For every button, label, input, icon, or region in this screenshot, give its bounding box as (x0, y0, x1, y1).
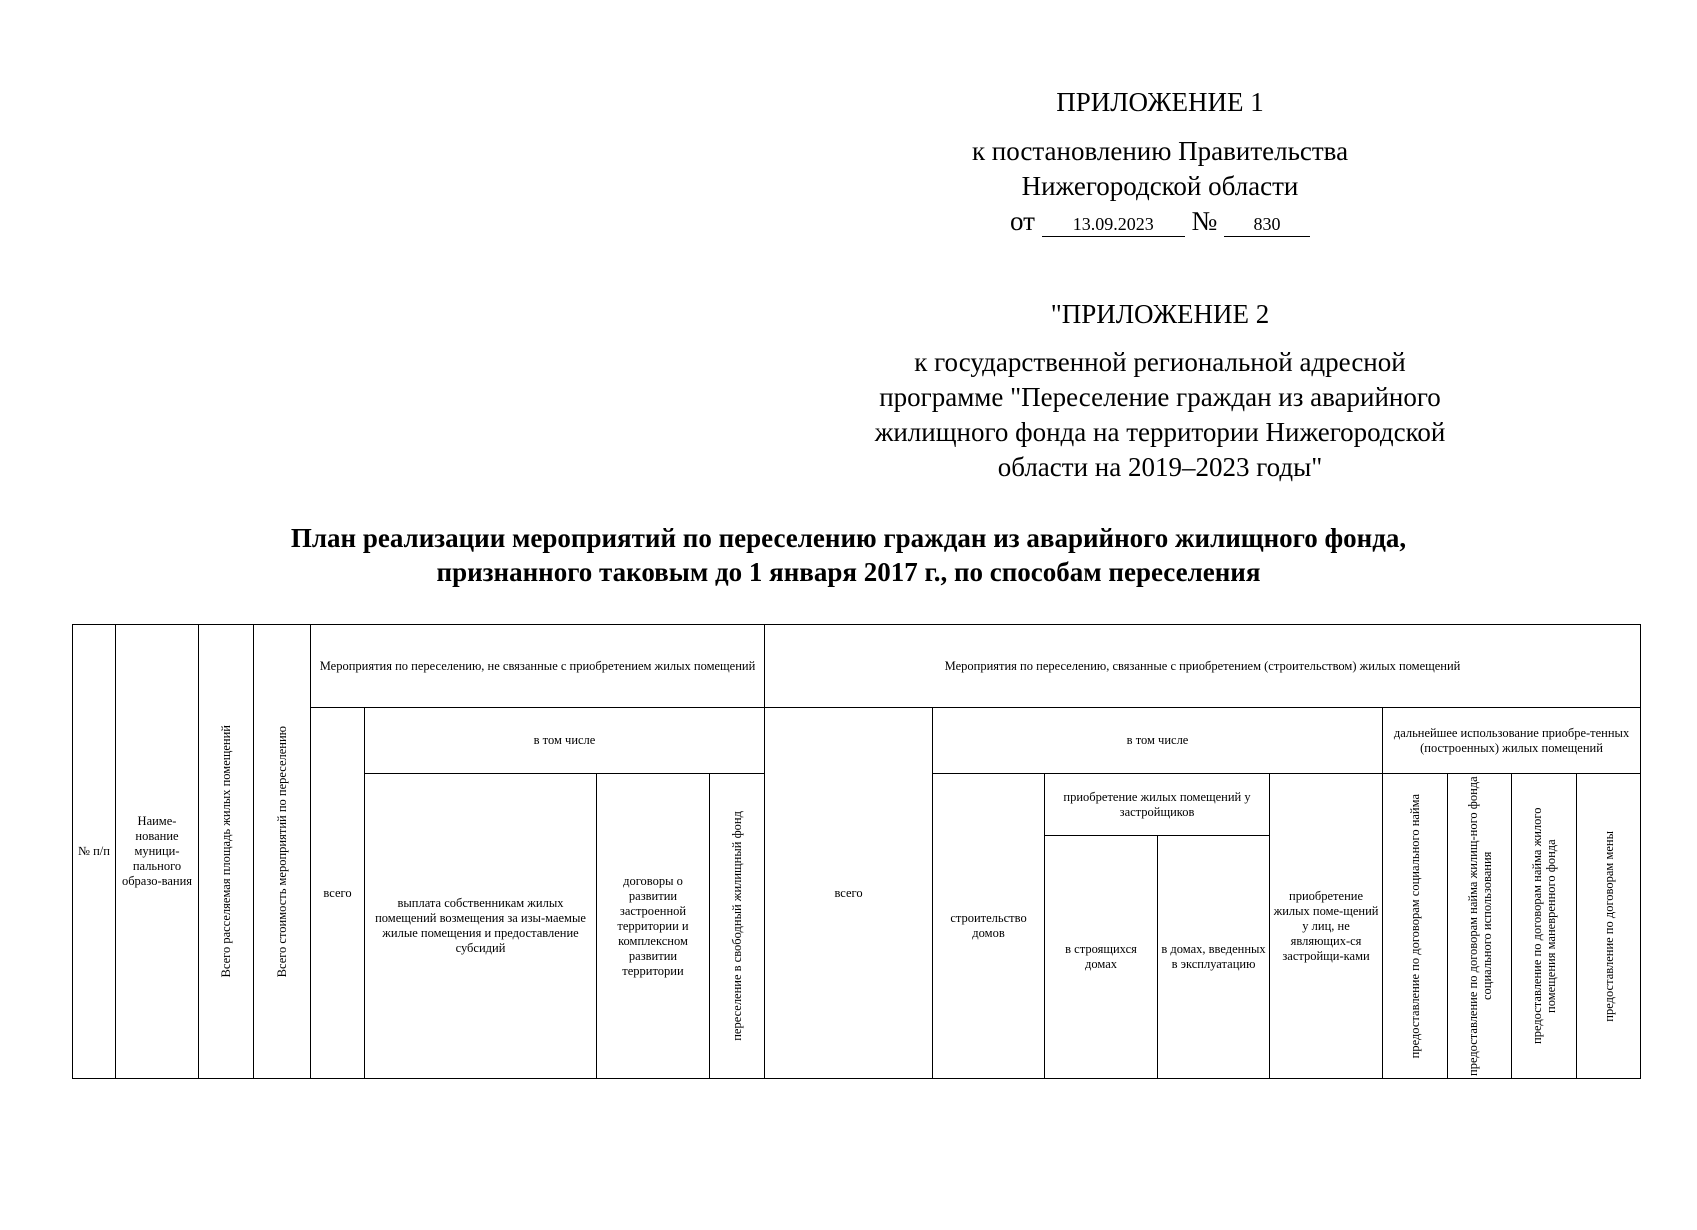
acq-non-developers-header: приобретение жилых поме-щений у лиц, не являющих-ся застройщи-ками (1270, 774, 1383, 1079)
resolution-line2: Нижегородской области (1021, 171, 1299, 201)
col-cost-header (254, 625, 311, 1079)
date-prefix: от (1010, 206, 1035, 236)
use-social-header (1383, 774, 1448, 1079)
plan-title-line2: признанного таковым до 1 января 2017 г., по способам переселения (436, 557, 1261, 587)
col-area-label: Всего расселяемая площадь жилых помещений (219, 725, 233, 978)
date-value: 13.09.2023 (1042, 212, 1185, 237)
group-non-acquisition-header: Мероприятия по переселению, не связанные с приобретением жилых помещений (311, 625, 765, 708)
use-exchange-header (1577, 774, 1641, 1079)
use-social-use-header (1448, 774, 1512, 1079)
use-exchange-label: предоставление по договорам мены (1601, 830, 1616, 1022)
acq-from-developers-header: приобретение жилых помещений у застройщиков (1045, 774, 1270, 836)
program-line2: программе "Переселение граждан из аварийного (879, 382, 1441, 412)
non-acq-contracts-header: договоры о развитии застроенной территории и комплексном развитии территории (597, 774, 710, 1079)
use-maneuver-label: предоставление по договорам найма жилого помещения маневренного фонда (1530, 807, 1559, 1045)
group-acquisition-header: Мероприятия по переселению, связанные с приобретением (строительством) жилых помещений (765, 625, 1641, 708)
appendix1-title: ПРИЛОЖЕНИЕ 1 (1056, 87, 1264, 117)
plan-table (72, 624, 1641, 1079)
program-line4: области на 2019–2023 годы" (997, 452, 1323, 482)
signature-row (840, 204, 1480, 239)
number-value: 830 (1224, 212, 1310, 237)
program-line1: к государственной региональной адресной (914, 347, 1406, 377)
non-acq-free-fund-label: переселение в свободный жилищный фонд (730, 811, 744, 1041)
plan-title (0, 521, 1697, 589)
appendix2-title: "ПРИЛОЖЕНИЕ 2 (1050, 299, 1270, 329)
acq-commissioned-header: в домах, введенных в эксплуатацию (1158, 836, 1270, 1079)
use-social-label: предоставление по договорам социального найма (1408, 793, 1423, 1059)
use-maneuver-header (1512, 774, 1577, 1079)
program-line3: жилищного фонда на территории Нижегородской (874, 417, 1446, 447)
plan-title-line1: План реализации мероприятий по переселению граждан из аварийного жилищного фонда, (290, 523, 1407, 553)
non-acq-payment-header: выплата собственникам жилых помещений возмещения за изы-маемые жилые помещения и предоставление субсидий (365, 774, 597, 1079)
further-use-header: дальнейшее использование приобре-тенных (построенных) жилых помещений (1383, 708, 1641, 774)
appendix1-block (840, 84, 1480, 120)
resolution-block (840, 134, 1480, 239)
non-acq-total-header: всего (311, 708, 365, 1079)
col-number-header: № п/п (73, 625, 116, 1079)
col-area-header (199, 625, 254, 1079)
appendix2-block (840, 296, 1480, 332)
acq-construction-header: строительство домов (933, 774, 1045, 1079)
acq-total-header: всего (765, 708, 933, 1079)
col-cost-label: Всего стоимость мероприятий по переселению (275, 725, 289, 978)
number-sign: № (1191, 206, 1218, 236)
non-acq-including-header: в том числе (365, 708, 765, 774)
use-social-use-label: предоставление по договорам найма жилищ-ного фонда социального использования (1465, 776, 1494, 1076)
col-municipality-header: Наиме-нование муници-пального образо-вания (116, 625, 199, 1079)
program-block (840, 345, 1480, 485)
acq-including-header: в том числе (933, 708, 1383, 774)
acq-under-construction-header: в строящихся домах (1045, 836, 1158, 1079)
resolution-line1: к постановлению Правительства (971, 136, 1349, 166)
non-acq-free-fund-header (710, 774, 765, 1079)
